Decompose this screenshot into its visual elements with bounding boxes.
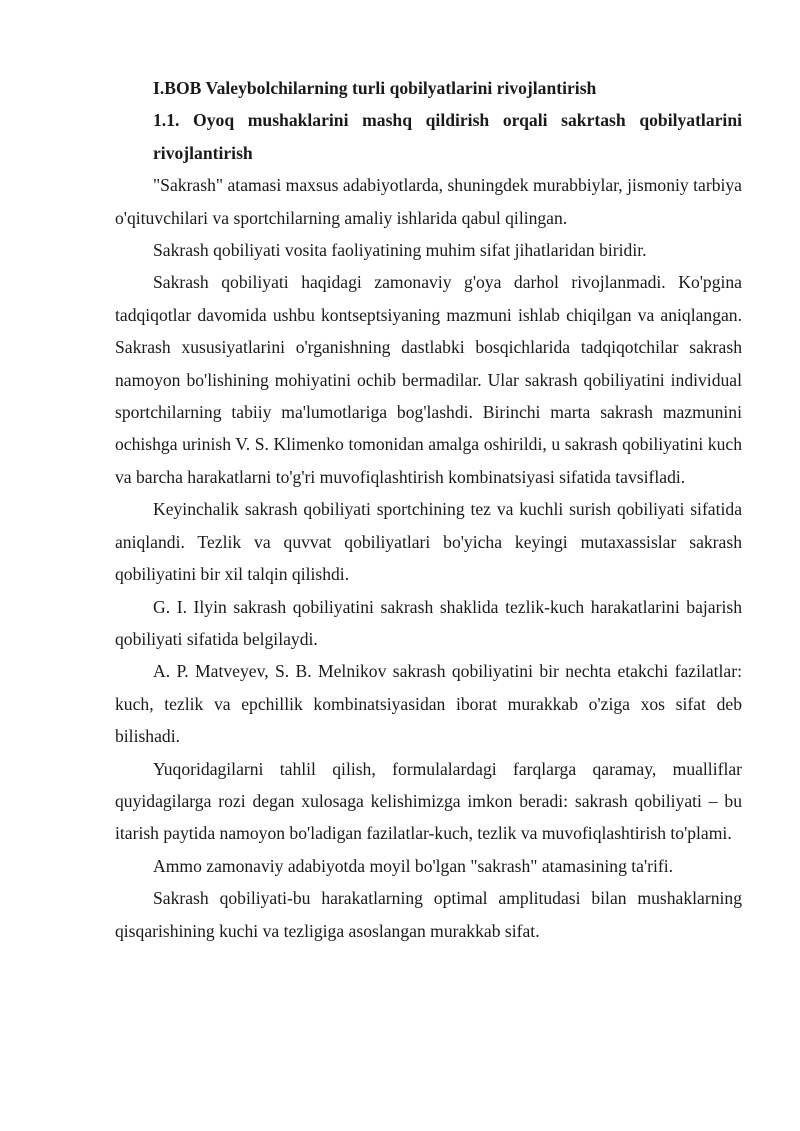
paragraph-6: A. P. Matveyev, S. B. Melnikov sakrash qobiliyatini bir nechta etakchi fazilatlar: kuch, tezlik va epchillik kombinatsiyasidan iborat murakkab o'ziga xos sifat deb bilishadi. <box>115 661 742 747</box>
paragraph-9: Sakrash qobiliyati-bu harakatlarning optimal amplitudasi bilan mushaklarning qisqarishining kuchi va tezligiga asoslangan murakkab sifat. <box>115 888 742 941</box>
paragraph-3: Sakrash qobiliyati haqidagi zamonaviy g'oya darhol rivojlanmadi. Ko'pgina tadqiqotlar davomida ushbu kontseptsiyaning mazmuni ishlab chiqilgan va aniqlangan. Sakrash xususiyatlarini o'rganishning dastlabki bosqichlarida tadqiqotchilar sakrash namoyon bo'lishining mohiyatini ochib bermadilar. Ular sakrash qobiliyatini individual sportchilarning tabiiy ma'lumotlariga bog'lashdi. Birinchi marta sakrash mazmunini ochishga urinish V. S. Klimenko tomonidan amalga oshirildi, u sakrash qobiliyatini kuch va barcha harakatlarni to'g'ri muvofiqlashtirish kombinatsiyasi sifatida tavsifladi. <box>115 272 742 487</box>
paragraph-4: Keyinchalik sakrash qobiliyati sportchining tez va kuchli surish qobiliyati sifatida aniqlandi. Tezlik va quvvat qobiliyatlari bo'yicha keyingi mutaxassislar sakrash qobiliyatini bir xil talqin qilishdi. <box>115 499 742 585</box>
chapter-title: I.BOB Valeybolchilarning turli qobilyatlarini rivojlantirish <box>153 78 597 98</box>
document-page <box>115 72 742 947</box>
paragraph-5: G. I. Ilyin sakrash qobiliyatini sakrash shaklida tezlik-kuch harakatlarini bajarish qobiliyati sifatida belgilaydi. <box>115 596 742 649</box>
paragraph-7: Yuqoridagilarni tahlil qilish, formulalardagi farqlarga qaramay, mualliflar quyidagilarga rozi degan xulosaga kelishimizga imkon beradi: sakrash qobiliyati – bu itarish paytida namoyon bo'ladigan fazilatlar-kuch, tezlik va muvofiqlashtirish to'plami. <box>115 758 742 844</box>
paragraph-1: "Sakrash" atamasi maxsus adabiyotlarda, shuningdek murabbiylar, jismoniy tarbiya o'qituvchilari va sportchilarning amaliy ishlarida qabul qilingan. <box>115 175 742 228</box>
section-title: 1.1. Oyoq mushaklarini mashq qildirish orqali sakrtash qobilyatlarini rivojlantirish <box>153 110 742 163</box>
paragraph-2: Sakrash qobiliyati vosita faoliyatining muhim sifat jihatlaridan biridir. <box>153 240 647 261</box>
paragraph-8: Ammo zamonaviy adabiyotda moyil bo'lgan "sakrash" atamasining ta'rifi. <box>153 855 674 876</box>
